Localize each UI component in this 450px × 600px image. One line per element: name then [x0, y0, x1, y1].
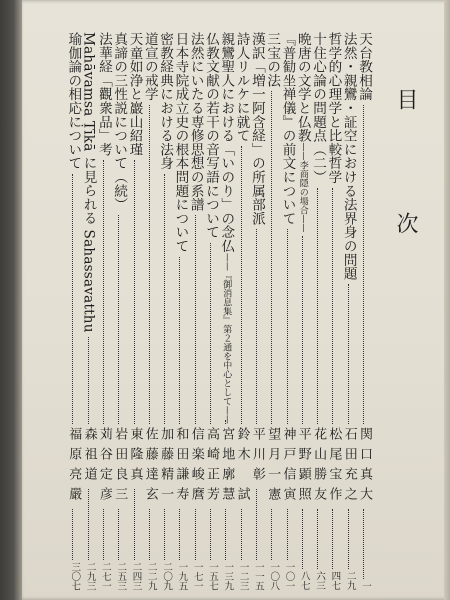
- leader-dots: [149, 509, 150, 560]
- entry-page-number: 一九五: [176, 561, 188, 590]
- entry-page-number: 三〇七: [69, 561, 81, 590]
- entry-title: 法然・親鸞・証空における法界身の問題: [340, 32, 357, 281]
- entry-page-number: 四七: [329, 571, 341, 590]
- leader-dots: [134, 489, 135, 560]
- leader-dots: [225, 509, 226, 560]
- leader-dots: [287, 509, 288, 560]
- contents-entry: [49, 32, 82, 592]
- entry-author: 石田充之: [341, 427, 357, 507]
- leader-dots: [241, 146, 242, 424]
- page-edge: [444, 0, 450, 600]
- entry-title: 真諦の三性説について（続）: [111, 32, 128, 212]
- entry-title: 瑜伽論の相応について: [65, 32, 82, 170]
- entry-author: 平野顕照: [295, 427, 311, 507]
- entry-title: 哲学的心理学と比較哲学: [325, 32, 342, 184]
- entry-author: 鈴木 試: [234, 427, 250, 507]
- leader-dots: [256, 489, 257, 560]
- entry-author: 苅谷定彦: [96, 427, 112, 507]
- leader-dots: [179, 257, 180, 424]
- leader-dots: [103, 509, 104, 560]
- leader-dots: [256, 229, 257, 424]
- entry-author: 佐藤達玄: [142, 427, 158, 507]
- entry-author: 岩田良三: [112, 427, 128, 507]
- leader-dots: [225, 420, 226, 424]
- leader-dots: [363, 509, 364, 579]
- contents-page: [22, 0, 450, 600]
- entry-title: 『普勧坐禅儀』の前文について: [279, 32, 296, 226]
- entry-page-number: 二〇九: [161, 561, 173, 590]
- contents-heading: 目 次: [393, 88, 418, 274]
- entry-page-number: 二五三: [115, 561, 127, 590]
- entry-author: 望月一憲: [265, 427, 281, 507]
- leader-dots: [210, 243, 211, 424]
- entry-page-number: 二九: [344, 571, 356, 590]
- entry-author: 森祖道: [81, 427, 97, 487]
- entry-title: 親鸞聖人における「いのり」の念仏——『御消息集』第２通を中心として——: [218, 32, 235, 424]
- leader-dots: [164, 509, 165, 560]
- leader-dots: [118, 509, 119, 560]
- entry-author: 関口真大: [357, 427, 372, 507]
- entry-page-number: 二七一: [99, 561, 111, 590]
- leader-dots: [241, 509, 242, 560]
- entry-page-number: 六三: [314, 571, 326, 590]
- leader-dots: [332, 509, 333, 569]
- entry-page-number: 一〇八: [268, 561, 280, 590]
- entry-title: 密教経典における法身: [157, 32, 174, 170]
- entry-page-number: 二九三: [84, 561, 96, 590]
- entry-title: 天台教相論: [356, 32, 372, 101]
- entry-title: 詩人リルケに就て: [233, 32, 250, 143]
- leader-dots: [179, 509, 180, 560]
- leader-dots: [271, 509, 272, 560]
- entry-title: 晩唐の文学と仏教——李商隠の場合——: [294, 32, 311, 233]
- leader-dots: [195, 509, 196, 560]
- entry-author: 宮地廓慧: [219, 427, 235, 507]
- entry-title: Mahāvamsa Ṭīkā に見られる Sahassavatthu: [80, 32, 97, 333]
- leader-dots: [118, 215, 119, 424]
- leader-dots: [348, 509, 349, 569]
- entry-page-number: 一〇一: [283, 561, 295, 590]
- leader-dots: [348, 284, 349, 424]
- leader-dots: [88, 337, 89, 424]
- leader-dots: [302, 236, 303, 424]
- entry-page-number: 二四三: [130, 561, 142, 590]
- leader-dots: [271, 91, 272, 424]
- leader-dots: [302, 509, 303, 569]
- leader-dots: [332, 188, 333, 424]
- entry-title: 天童如浄と巖山紹瑾: [126, 32, 143, 157]
- entry-title: 法然にいたる専修思想の系譜: [187, 32, 204, 212]
- entry-page-number: 二二九: [145, 561, 157, 590]
- leader-dots: [72, 509, 73, 560]
- entry-title: 道宣の戒学: [141, 32, 158, 101]
- leader-dots: [363, 105, 364, 424]
- entry-page-number: 八七: [298, 571, 310, 590]
- leader-dots: [317, 188, 318, 424]
- leader-dots: [164, 174, 165, 424]
- entry-page-number: 一三九: [222, 561, 234, 590]
- entry-subtitle: ——『御消息集』第２通を中心として——: [221, 252, 232, 424]
- entry-author: 松尾宝作: [326, 427, 342, 507]
- entry-author: 平川彰: [249, 427, 265, 487]
- leader-dots: [103, 160, 104, 424]
- leader-dots: [134, 160, 135, 424]
- leader-dots: [210, 509, 211, 560]
- leader-dots: [195, 215, 196, 424]
- entry-author: 信楽峻麿: [188, 427, 204, 507]
- entry-author: 東隆真: [127, 427, 143, 487]
- entry-page-number: 一: [360, 580, 371, 590]
- entry-author: 福原亮嚴: [66, 427, 82, 507]
- entry-author: 高崎正芳: [204, 427, 219, 507]
- entry-title: 漢訳「増一阿含経」の所属部派: [248, 32, 265, 226]
- entry-subtitle: ——李商隠の場合——: [297, 142, 308, 233]
- entry-page-number: 一七一: [191, 561, 203, 590]
- entry-title: 三宝の法: [264, 32, 281, 88]
- leader-dots: [287, 229, 288, 424]
- entry-title: 法華経「觀衆品」考: [95, 32, 112, 157]
- entry-title: 十住心論の問題点（二）: [310, 32, 327, 184]
- leader-dots: [149, 105, 150, 424]
- entry-page-number: 一二三: [237, 561, 249, 590]
- entry-author: 和田謙寿: [173, 427, 189, 507]
- entry-page-number: 一五七: [207, 561, 218, 590]
- entry-author: 花山勝友: [311, 427, 327, 507]
- leader-dots: [317, 509, 318, 569]
- entry-page-number: 一一五: [252, 561, 264, 590]
- entry-title: 仏教文献の若干の音写語について: [203, 32, 219, 239]
- leader-dots: [72, 174, 73, 424]
- entry-author: 加藤精一: [158, 427, 174, 507]
- entry-title: 日本寺院成立史の根本問題について: [172, 32, 189, 253]
- entry-author: 神戸信寅: [280, 427, 296, 507]
- leader-dots: [88, 489, 89, 560]
